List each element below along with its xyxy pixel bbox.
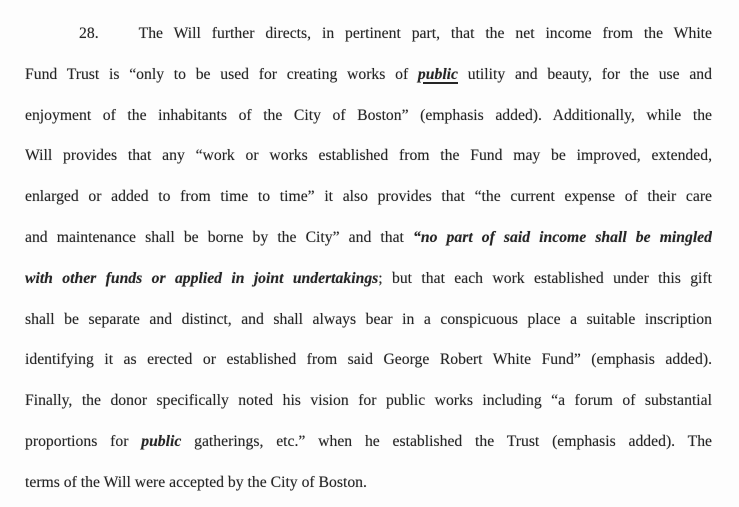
text-line <box>25 259 712 300</box>
text-segment: The Will further directs, in pertinent part, that the net income from the White <box>138 25 712 42</box>
text-line <box>25 96 712 137</box>
text-line <box>25 300 712 341</box>
text-line <box>25 340 712 381</box>
text-segment: utility and beauty, for the use and <box>458 65 712 83</box>
paragraph-number: 28. <box>79 25 99 42</box>
text-segment: enlarged or added to from time to time” it also provides that “the current expense of their care <box>25 188 712 206</box>
text-line <box>25 463 712 504</box>
text-segment: shall be separate and distinct, and shall always bear in a conspicuous place a suitable inscription <box>25 310 712 328</box>
text-segment: terms of the Will were accepted by the City of Boston. <box>25 473 367 491</box>
text-segment: enjoyment of the inhabitants of the City of Boston” (emphasis added). Additionally, while the <box>25 106 712 124</box>
text-line <box>25 136 712 177</box>
text-segment: proportions for <box>25 432 142 450</box>
text-line <box>25 422 712 463</box>
emphasis-undertakings-clause: with other funds or applied in joint undertakings <box>25 269 379 287</box>
text-segment: Will provides that any “work or works established from the Fund may be improved, extended, <box>25 147 712 165</box>
text-line <box>25 14 712 55</box>
text-segment: identifying it as erected or established from said George Robert White Fund” (emphasis added). <box>25 351 712 369</box>
text-segment: Finally, the donor specifically noted his vision for public works including “a forum of substantial <box>25 392 712 410</box>
text-line <box>25 381 712 422</box>
text-line <box>25 55 712 96</box>
text-line <box>25 177 712 218</box>
text-segment: Fund Trust is “only to be used for creating works of <box>25 65 418 83</box>
text-segment: ; but that each work established under this gift <box>378 269 712 287</box>
text-segment: gatherings, etc.” when he established the Trust (emphasis added). The <box>181 432 712 450</box>
emphasis-public-second: public <box>141 432 182 450</box>
emphasis-no-part-clause: “no part of said income shall be mingled <box>413 228 712 246</box>
text-segment: and maintenance shall be borne by the City” and that <box>25 228 414 246</box>
emphasis-public-underlined: public <box>417 65 458 83</box>
text-line <box>25 218 712 259</box>
